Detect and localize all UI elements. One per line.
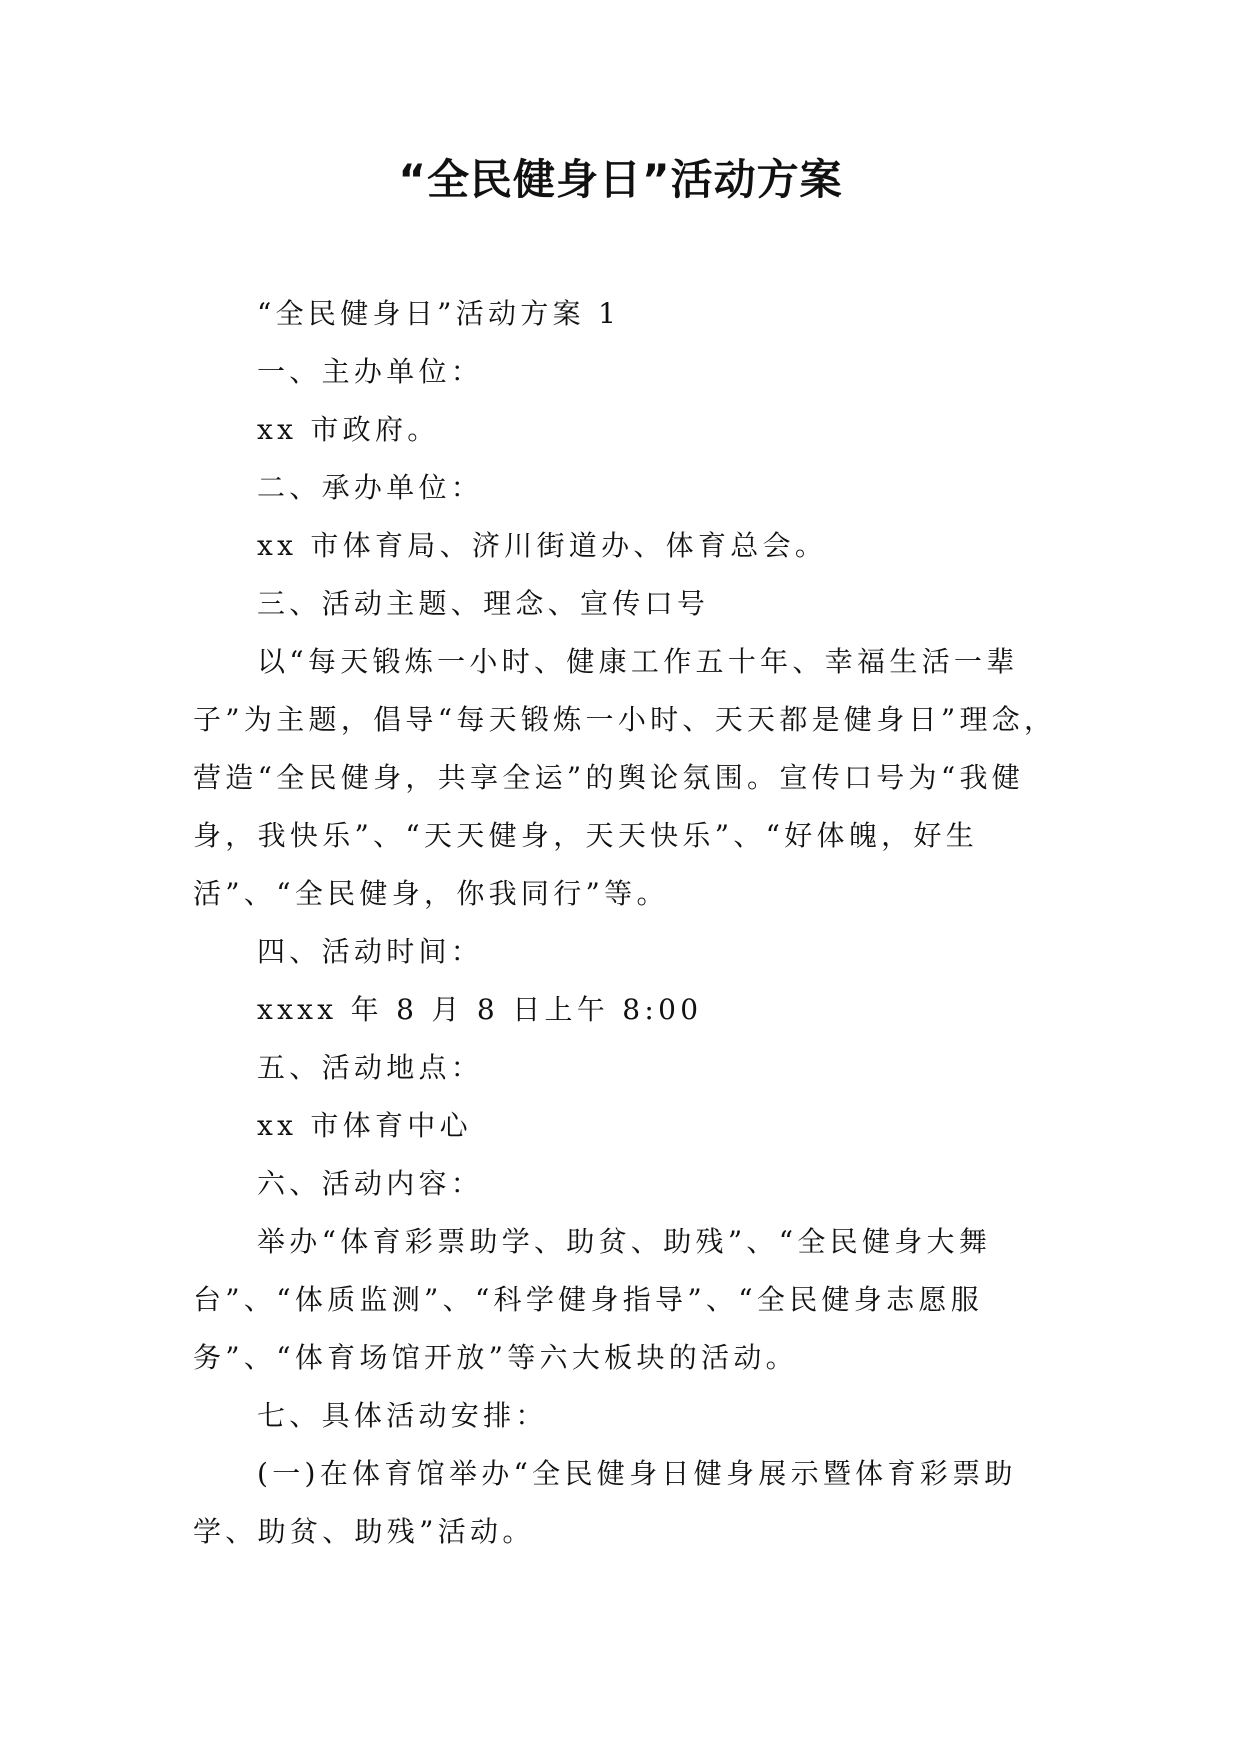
paragraph-location: xx 市体育中心 (257, 1109, 472, 1142)
paragraph-co-organizer: xx 市体育局、济川街道办、体育总会。 (257, 529, 828, 562)
paragraph-time: xxxx 年 8 月 8 日上午 8:00 (257, 993, 703, 1026)
document-body (193, 285, 1073, 1561)
paragraph-theme: 以“每天锻炼一小时、健康工作五十年、幸福生活一辈子”为主题，倡导“每天锻炼一小时、天天都是健身日”理念，营造“全民健身，共享全运”的舆论氛围。宣传口号为“我健身，我快乐”、“天天健身，天天快乐”、“好体魄，好生活”、“全民健身，你我同行”等。 (193, 645, 1057, 910)
section-heading-organizer: 一、主办单位： (257, 355, 484, 388)
section-heading-time: 四、活动时间： (257, 935, 484, 968)
section-heading-location: 五、活动地点： (257, 1051, 484, 1084)
paragraph-organizer: xx 市政府。 (257, 413, 440, 446)
section-heading-schedule: 七、具体活动安排： (257, 1399, 548, 1432)
paragraph-plan-heading: “全民健身日”活动方案 1 (257, 297, 621, 330)
section-heading-theme: 三、活动主题、理念、宣传口号 (257, 587, 710, 620)
document-title: “全民健身日”活动方案 (398, 155, 843, 204)
paragraph-content: 举办“体育彩票助学、助贫、助残”、“全民健身大舞台”、“体质监测”、“科学健身指导”、“全民健身志愿服务”、“体育场馆开放”等六大板块的活动。 (193, 1225, 992, 1374)
paragraph-schedule-item-1: (一)在体育馆举办“全民健身日健身展示暨体育彩票助学、助贫、助残”活动。 (193, 1457, 1017, 1548)
section-heading-content: 六、活动内容： (257, 1167, 484, 1200)
section-heading-co-organizer: 二、承办单位： (257, 471, 484, 504)
